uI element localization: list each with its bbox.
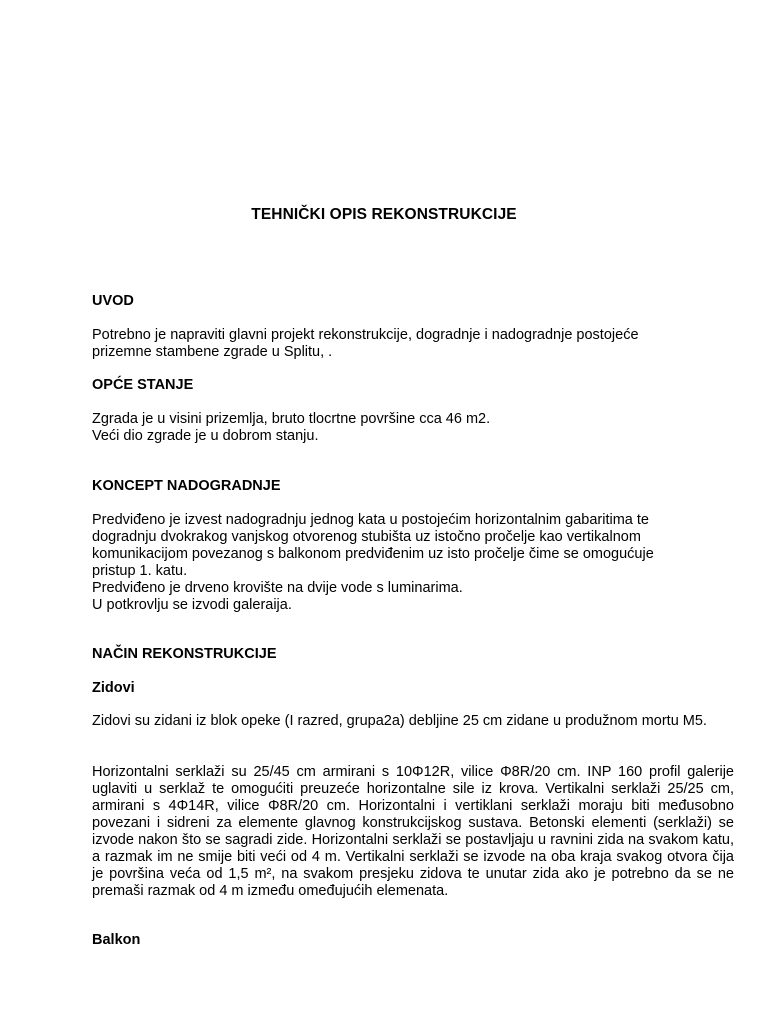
text-line: Veći dio zgrade je u dobrom stanju. <box>92 428 319 444</box>
text-line: Zgrada je u visini prizemlja, bruto tlocrtne površine cca 46 m2. <box>92 411 491 427</box>
document-title: TEHNIČKI OPIS REKONSTRUKCIJE <box>251 206 517 223</box>
paragraph-zidovi-2: Horizontalni serklaži su 25/45 cm armirani s 10Φ12R, vilice Φ8R/20 cm. INP 160 profil galerije uglaviti u serklaž te omogućiti preuzeće horizontalne sile iz krova. Vertikalni serklaži 25/25 cm, armirani s 4Φ14R, vilice Φ8R/20 cm. Horizontalni i vertiklani serklaži moraju biti međusobno povezani i sidreni za elemente glavnog konstrukcijskog sustava. Betonski elementi (serklaži) se izvode nakon što se sagradi zide. Horizontalni serklaži se postavljaju u ravnini zida na svakom katu, a razmak im ne smije biti veći od 4 m. Vertikalni serklaži se izvode na oba kraja svakog otvora čija je površina veća od 1,5 m², na svakom presjeku zidova te unutar zida ako je potrebno da se ne premaši razmak od 4 m između omeđujućih elemenata. <box>92 764 734 899</box>
text-line: prizemne stambene zgrade u Splitu, . <box>92 344 333 360</box>
paragraph-opce-stanje <box>92 411 734 445</box>
heading-opce-stanje: OPĆE STANJE <box>92 377 194 393</box>
paragraph-koncept <box>92 512 734 614</box>
text-line: dogradnju dvokrakog vanjskog otvorenog stubišta uz istočno pročelje kao vertikalnom <box>92 529 641 545</box>
paragraph-uvod <box>92 327 734 361</box>
text-line: Potrebno je napraviti glavni projekt rekonstrukcije, dogradnje i nadogradnje postojeće <box>92 327 639 343</box>
text-line: pristup 1. katu. <box>92 563 188 579</box>
subheading-zidovi: Zidovi <box>92 680 135 696</box>
text-line: komunikacijom povezanog s balkonom predviđenim uz isto pročelje čime se omogućuje <box>92 546 654 562</box>
text-line: Predviđeno je drveno krovište na dvije vode s luminarima. <box>92 580 463 596</box>
heading-nacin-rekonstrukcije: NAČIN REKONSTRUKCIJE <box>92 646 277 662</box>
heading-koncept-nadogradnje: KONCEPT NADOGRADNJE <box>92 478 281 494</box>
text-line: U potkrovlju se izvodi galeraija. <box>92 597 292 613</box>
heading-uvod: UVOD <box>92 293 134 309</box>
paragraph-zidovi-1: Zidovi su zidani iz blok opeke (I razred, grupa2a) debljine 25 cm zidane u produžnom mortu M5. <box>92 713 707 729</box>
text-line: Predviđeno je izvest nadogradnju jednog kata u postojećim horizontalnim gabaritima te <box>92 512 649 528</box>
subheading-balkon: Balkon <box>92 932 141 948</box>
